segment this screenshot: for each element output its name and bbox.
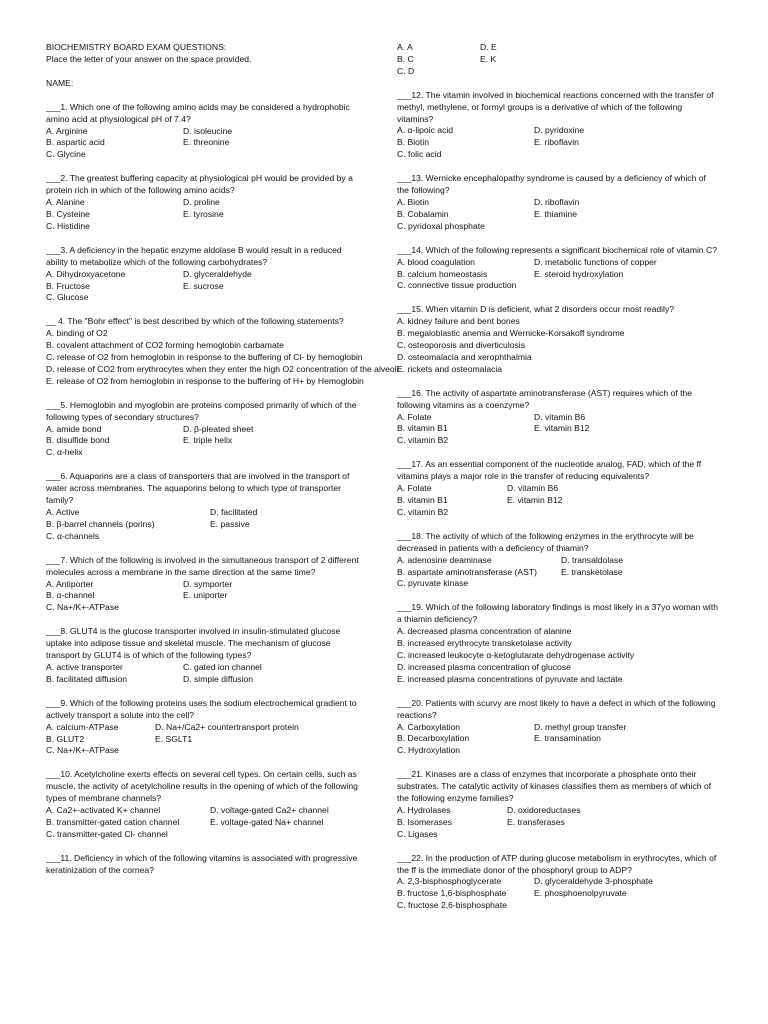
answer-option: C. fructose 2,6-bisphosphate <box>397 900 507 911</box>
option-row <box>46 221 364 233</box>
option-row <box>46 197 364 209</box>
question-stem: ___2. The greatest buffering capacity at physiological pH would be provided by a protein rich in which of the following amino acids? <box>46 173 353 196</box>
question-block <box>397 459 719 519</box>
answer-option: D. transaldolase <box>561 554 624 565</box>
answer-option: B. increased erythrocyte transketolase activity <box>397 638 572 649</box>
question-stem: ___9. Which of the following proteins uses the sodium electrochemical gradient to actively transport a solute into the cell? <box>46 697 357 720</box>
answer-option: E. triple helix <box>183 435 233 446</box>
option-row <box>397 829 719 841</box>
answer-option: D. E <box>480 42 497 52</box>
answer-option: C. α-helix <box>46 447 83 458</box>
answer-option: A. kidney failure and bent bones <box>397 316 520 327</box>
option-row <box>397 567 719 579</box>
option-row <box>46 805 364 817</box>
answer-option: B. covalent attachment of CO2 forming hemoglobin carbamate <box>46 340 284 351</box>
answer-option: C. Hydroxylation <box>397 745 461 756</box>
question-block <box>397 698 719 758</box>
answer-option: C. D <box>397 65 415 76</box>
question-block <box>46 555 364 615</box>
question-stem: ___19. Which of the following laboratory findings is most likely in a 37yo woman with a thiamin deficiency? <box>397 602 718 625</box>
option-row <box>397 888 719 900</box>
question-block <box>46 471 364 542</box>
answer-option: A. Active <box>46 507 80 517</box>
answer-option: C. vitamin B2 <box>397 506 449 517</box>
question-block <box>397 173 719 233</box>
answer-option: D. vitamin B6 <box>507 483 559 494</box>
option-row <box>46 126 364 138</box>
option-row <box>46 447 364 459</box>
answer-option: C. Na+/K+-ATPase <box>46 745 119 756</box>
option-row <box>397 340 719 352</box>
question-block <box>46 173 364 233</box>
answer-option: B. megaloblastic anemia and Wernicke-Korsakoff syndrome <box>397 328 625 339</box>
option-row <box>397 209 719 221</box>
answer-option: A. adenosine deaminase <box>397 554 492 565</box>
option-row <box>397 722 719 734</box>
answer-option: D. pyridoxine <box>534 125 585 136</box>
question-stem: ___20. Patients with scurvy are most likely to have a defect in which of the following reactions? <box>397 697 716 720</box>
option-row <box>46 579 364 591</box>
answer-option: A. α-lipoic acid <box>397 125 454 136</box>
question-block <box>397 388 719 448</box>
option-row <box>46 376 364 388</box>
answer-option: C. folic acid <box>397 149 442 160</box>
question-block <box>46 853 364 877</box>
option-row <box>46 662 364 674</box>
answer-option: B. Biotin <box>397 137 430 148</box>
answer-option: B. aspartate aminotransferase (AST) <box>397 566 537 577</box>
answer-option: A. Folate <box>397 411 432 422</box>
question-stem: ___5. Hemoglobin and myoglobin are proteins composed primarily of which of the following types of secondary structures? <box>46 399 357 422</box>
option-row <box>397 352 719 364</box>
question-block <box>397 245 719 293</box>
answer-option: E. transferases <box>507 816 565 827</box>
question-block <box>46 316 399 387</box>
answer-option: D. glyceraldehyde 3-phosphate <box>534 876 653 887</box>
answer-option: A. Arginine <box>46 125 88 136</box>
answer-option: E. passive <box>210 518 250 529</box>
option-row <box>46 209 364 221</box>
question-stem: ___3. A deficiency in the hepatic enzyme aldolase B would result in a reduced ability to metabolize which of the following carbohydrates? <box>46 244 342 267</box>
answer-option: D. simple diffusion <box>183 673 254 684</box>
option-row <box>397 435 719 447</box>
option-row <box>397 316 719 328</box>
option-row <box>397 805 719 817</box>
answer-option: D. symporter <box>183 578 233 589</box>
option-row <box>397 507 719 519</box>
answer-option: A. Dihydroxyacetone <box>46 268 126 279</box>
option-row <box>46 435 364 447</box>
answer-option: D. riboflavin <box>534 196 580 207</box>
question-block <box>46 245 364 305</box>
answer-option: D. release of CO2 from erythrocytes when they enter the high O2 concentration of the alveoli <box>46 363 399 374</box>
question-stem: ___7. Which of the following is involved in the simultaneous transport of 2 different molecules across a membrane in the same direction at the same time? <box>46 554 359 577</box>
option-row <box>397 662 719 674</box>
answer-option: B. Fructose <box>46 280 90 291</box>
option-row <box>397 876 719 888</box>
option-row <box>46 519 364 531</box>
question-block <box>397 853 719 913</box>
answer-option: E. K <box>480 53 497 64</box>
answer-option: B. calcium homeostasis <box>397 268 488 279</box>
answer-option: A. blood coagulation <box>397 256 475 267</box>
option-row <box>397 66 719 78</box>
answer-option: C. Histidine <box>46 220 90 231</box>
answer-option: C. Ligases <box>397 828 438 839</box>
answer-option: E. vitamin B12 <box>507 495 563 505</box>
question-block <box>46 400 364 460</box>
question-stem: ___14. Which of the following represents a significant biochemical role of vitamin C? <box>397 244 718 255</box>
answer-option: D. glyceraldehyde <box>183 268 252 279</box>
answer-option: A. Antiporter <box>46 578 94 589</box>
answer-option: D. metabolic functions of copper <box>534 256 657 267</box>
question-stem: ___8. GLUT4 is the glucose transporter involved in insulin-stimulated glucose uptake into adipose tissue and skeletal muscle. The mechanism of glucose transport by GLUT4 is of which of the following types? <box>46 626 341 661</box>
answer-option: A. Biotin <box>397 196 430 207</box>
question-block <box>46 102 364 162</box>
answer-option: A. decreased plasma concentration of alanine <box>397 626 572 637</box>
answer-option: D. Na+/Ca2+ countertransport protein <box>155 721 299 732</box>
answer-option: D. facilitated <box>210 507 258 517</box>
answer-option: C. Glycine <box>46 149 86 160</box>
answer-option: E. threonine <box>183 137 230 148</box>
answer-option: B. aspartic acid <box>46 137 105 148</box>
answer-option: E. uniporter <box>183 590 228 601</box>
answer-option: B. Decarboxylation <box>397 733 470 744</box>
question-stem: ___18. The activity of which of the following enzymes in the erythrocyte will be decreased in patients with a deficiency of thiamin? <box>397 530 694 553</box>
question-stem: ___6. Aquaporins are a class of transporters that are involved in the transport of water across membranes. The aquaporins belong to which type of transporter family? <box>46 471 350 506</box>
question-block <box>397 42 719 78</box>
option-row <box>46 292 364 304</box>
question-stem: ___22. In the production of ATP during glucose metabolism in erythrocytes, which of the ff is the immediate donor of the phosphoryl group to ADP? <box>397 852 717 875</box>
option-row <box>397 221 719 233</box>
answer-option: B. GLUT2 <box>46 733 85 744</box>
answer-option: A. Alanine <box>46 197 85 208</box>
answer-option: E. riboflavin <box>534 137 579 148</box>
left-column <box>46 42 399 889</box>
exam-instruction: Place the letter of your answer on the space provided. <box>46 53 252 64</box>
answer-option: E. increased plasma concentrations of pyruvate and lactate <box>397 673 623 684</box>
option-row <box>46 531 364 543</box>
answer-option: C. pyruvate kinase <box>397 578 469 589</box>
answer-option: B. Isomerases <box>397 816 452 827</box>
option-row <box>46 340 364 352</box>
answer-option: C. pyridoxal phosphate <box>397 220 485 231</box>
answer-option: C. release of O2 from hemoglobin in response to the buffering of Cl- by hemoglobin <box>46 352 363 363</box>
answer-option: A. calcium-ATPase <box>46 721 119 732</box>
answer-option: B. vitamin B1 <box>397 423 448 434</box>
option-row <box>397 197 719 209</box>
option-row <box>46 745 364 757</box>
answer-option: C. α-channels <box>46 530 100 541</box>
question-block <box>46 626 364 686</box>
answer-option: B. transmitter-gated cation channel <box>46 816 180 827</box>
option-row <box>46 734 364 746</box>
answer-option: E. phosphoenolpyruvate <box>534 888 627 899</box>
answer-option: D. proline <box>183 197 220 208</box>
answer-option: B. α-channel <box>46 590 95 601</box>
question-block <box>397 304 719 375</box>
answer-option: A. A <box>397 42 413 52</box>
name-label: NAME: <box>46 77 74 88</box>
answer-option: C. Glucose <box>46 292 89 303</box>
exam-title: BIOCHEMISTRY BOARD EXAM QUESTIONS: <box>46 42 227 52</box>
option-row <box>46 722 364 734</box>
answer-option: C. Na+/K+-ATPase <box>46 602 119 613</box>
answer-option: E. vitamin B12 <box>534 423 590 434</box>
answer-option: A. active transporter <box>46 661 123 672</box>
answer-option: E. thiamine <box>534 208 577 219</box>
option-row <box>397 495 719 507</box>
option-row <box>46 363 399 376</box>
option-row <box>397 674 719 686</box>
option-row <box>397 817 719 829</box>
option-row <box>46 424 364 436</box>
answer-option: B. disulfide bond <box>46 435 110 446</box>
answer-option: A. binding of O2 <box>46 328 108 339</box>
answer-option: C. gated ion channel <box>183 661 262 672</box>
answer-option: B. fructose 1,6-bisphosphate <box>397 888 507 899</box>
answer-option: C. transmitter-gated Cl- channel <box>46 828 168 839</box>
answer-option: D. β-pleated sheet <box>183 423 254 434</box>
option-row <box>397 555 719 567</box>
option-row <box>46 674 364 686</box>
answer-option: B. Cobalamin <box>397 208 449 219</box>
question-stem: ___11. Deficiency in which of the following vitamins is associated with progressive keratinization of the cornea? <box>46 852 358 875</box>
option-row <box>46 328 364 340</box>
option-row <box>46 817 364 829</box>
option-row <box>397 578 719 590</box>
answer-option: B. facilitated diffusion <box>46 673 128 684</box>
right-question-list <box>397 42 719 912</box>
answer-option: D. methyl group transfer <box>534 721 627 732</box>
question-stem: ___17. As an essential component of the nucleotide analog, FAD, which of the ff vitamins plays a major role in the transfer of reducing equivalents? <box>397 459 702 482</box>
answer-option: E. tyrosine <box>183 208 224 219</box>
option-row <box>397 42 719 54</box>
option-row <box>397 626 719 638</box>
answer-option: A. Carboxylation <box>397 721 461 732</box>
option-row <box>46 602 364 614</box>
left-question-list <box>46 101 399 877</box>
answer-option: E. transamination <box>534 733 601 744</box>
option-row <box>397 328 719 340</box>
option-row <box>397 423 719 435</box>
answer-option: D. increased plasma concentration of glucose <box>397 661 571 672</box>
question-stem: ___16. The activity of aspartate aminotransferase (AST) requires which of the following vitamins as a coenzyme? <box>397 387 693 410</box>
option-row <box>397 412 719 424</box>
option-row <box>46 829 364 841</box>
answer-option: E. sucrose <box>183 280 224 291</box>
option-row <box>397 125 719 137</box>
question-stem: ___13. Wernicke encephalopathy syndrome is caused by a deficiency of which of the following? <box>397 173 706 196</box>
answer-option: D. oxidoreductases <box>507 804 581 815</box>
answer-option: E. rickets and osteomalacia <box>397 363 503 374</box>
option-row <box>397 269 719 281</box>
question-block <box>397 769 719 840</box>
option-row <box>397 280 719 292</box>
question-block <box>397 602 719 685</box>
answer-option: C. connective tissue production <box>397 280 517 291</box>
answer-option: E. SGLT1 <box>155 733 193 744</box>
answer-option: B. vitamin B1 <box>397 495 448 505</box>
option-row <box>46 137 364 149</box>
answer-option: E. transketolase <box>561 566 623 577</box>
option-row <box>397 638 719 650</box>
option-row <box>397 900 719 912</box>
question-block <box>46 698 364 758</box>
answer-option: A. 2,3-bisphosphoglycerate <box>397 876 502 887</box>
answer-option: E. release of O2 from hemoglobin in response to the buffering of H+ by Hemoglobin <box>46 375 364 386</box>
answer-option: C. osteoporosis and diverticulosis <box>397 340 526 351</box>
question-block <box>46 769 364 840</box>
option-row <box>46 149 364 161</box>
option-row <box>397 149 719 161</box>
option-row <box>397 257 719 269</box>
answer-option: A. Folate <box>397 483 432 494</box>
answer-option: D. voltage-gated Ca2+ channel <box>210 805 329 816</box>
answer-option: A. amide bond <box>46 423 102 434</box>
answer-option: B. β-barrel channels (porins) <box>46 518 155 529</box>
question-stem: __ 4. The "Bohr effect" is best described by which of the following statements? <box>46 316 344 327</box>
question-stem: ___21. Kinases are a class of enzymes that incorporate a phosphate onto their substrates. The catalytic activity of kinases classifies them as members of which of the following enzyme families? <box>397 769 712 804</box>
question-stem: ___15. When vitamin D is deficient, what 2 disorders occur most readily? <box>397 304 675 315</box>
option-row <box>46 590 364 602</box>
option-row <box>397 650 719 662</box>
question-stem: ___12. The vitamin involved in biochemical reactions concerned with the transfer of methyl, methylene, or formyl groups is a derivative of which of the following vitamins? <box>397 89 714 124</box>
option-row <box>397 483 719 495</box>
answer-option: E. voltage-gated Na+ channel <box>210 816 324 827</box>
answer-option: A. Ca2+-activated K+ channel <box>46 805 161 816</box>
option-row <box>46 352 364 364</box>
option-row <box>397 137 719 149</box>
answer-option: B. Cysteine <box>46 208 90 219</box>
question-stem: ___10. Acetylcholine exerts effects on several cell types. On certain cells, such as muscle, the activity of acetylcholine results in the opening of which of the following types of membrane channels? <box>46 769 358 804</box>
option-row <box>397 745 719 757</box>
answer-option: B. C <box>397 53 414 64</box>
answer-option: C. vitamin B2 <box>397 435 449 446</box>
answer-option: C. increased leukocyte α-ketoglutarate dehydrogenase activity <box>397 649 635 660</box>
question-block <box>397 90 719 161</box>
question-block <box>397 531 719 591</box>
answer-option: A. Hydrolases <box>397 804 451 815</box>
answer-option: D. isoleucine <box>183 125 233 136</box>
option-row <box>46 281 364 293</box>
option-row <box>46 507 364 519</box>
option-row <box>397 733 719 745</box>
answer-option: D. vitamin B6 <box>534 411 586 422</box>
option-row <box>46 269 364 281</box>
option-row <box>397 364 719 376</box>
option-row <box>397 54 719 66</box>
answer-option: D. osteomalacia and xerophthalmia <box>397 351 532 362</box>
answer-option: E. steroid hydroxylation <box>534 268 624 279</box>
right-column <box>397 42 719 924</box>
question-stem: ___1. Which one of the following amino acids may be considered a hydrophobic amino acid at physiological pH of 7.4? <box>46 101 350 124</box>
